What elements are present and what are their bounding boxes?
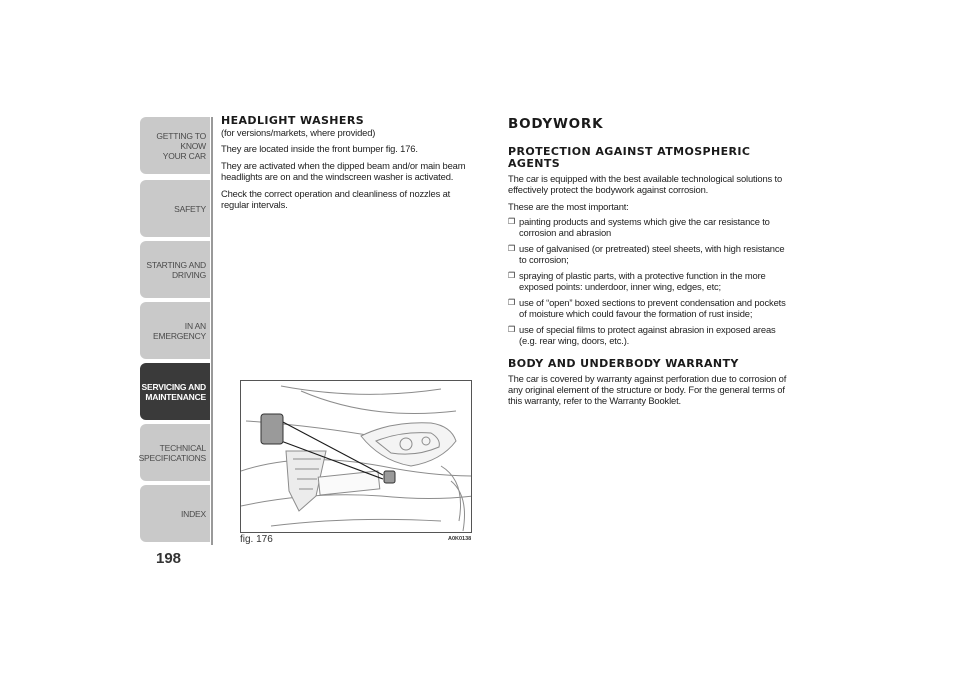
protection-list xyxy=(508,216,790,346)
checkbox-bullet-icon: ❒ xyxy=(508,244,516,253)
tab-starting-and-driving[interactable] xyxy=(140,241,210,298)
tab-label: SERVICING AND MAINTENANCE xyxy=(141,381,206,402)
tab-safety[interactable] xyxy=(140,180,210,237)
checkbox-bullet-icon: ❒ xyxy=(508,271,516,280)
list-item xyxy=(508,243,790,265)
tab-label: SAFETY xyxy=(174,203,206,214)
checkbox-bullet-icon: ❒ xyxy=(508,217,516,226)
paragraph: These are the most important: xyxy=(508,201,629,212)
checkbox-bullet-icon: ❒ xyxy=(508,298,516,307)
tab-index[interactable] xyxy=(140,485,210,542)
paragraph: They are located inside the front bumper fig. 176. xyxy=(221,143,418,154)
list-item-text: use of “open” boxed sections to prevent condensation and pockets of moisture which could favour the formation of rust inside; xyxy=(519,297,786,319)
figure-headlight-washer xyxy=(240,380,472,533)
checkbox-bullet-icon: ❒ xyxy=(508,325,516,334)
list-item xyxy=(508,270,790,292)
paragraph: Check the correct operation and cleanliness of nozzles at regular intervals. xyxy=(221,188,451,210)
figure-caption: fig. 176 xyxy=(240,534,273,545)
section-heading: HEADLIGHT WASHERS xyxy=(221,114,365,127)
tab-getting-to-know-your-car[interactable] xyxy=(140,117,210,174)
washer-nozzle-zoom xyxy=(261,414,283,444)
tab-label: TECHNICAL SPECIFICATIONS xyxy=(138,442,206,463)
section-heading: BODY AND UNDERBODY WARRANTY xyxy=(508,357,739,370)
washer-nozzle xyxy=(384,471,395,483)
section-heading: PROTECTION AGAINST ATMOSPHERIC AGENTS xyxy=(508,145,751,170)
chapter-title: BODYWORK xyxy=(508,116,604,132)
paragraph: The car is equipped with the best available technological solutions to effectively protect the bodywork against corrosion. xyxy=(508,173,783,195)
tab-divider xyxy=(211,117,213,545)
figure-code: A0K0138 xyxy=(448,536,472,542)
tab-servicing-and-maintenance[interactable] xyxy=(140,363,210,420)
list-item xyxy=(508,216,790,238)
list-item-text: use of galvanised (or pretreated) steel sheets, with high resistance to corrosion; xyxy=(519,243,785,265)
tab-label: IN AN EMERGENCY xyxy=(153,320,206,341)
availability-note: (for versions/markets, where provided) xyxy=(221,127,376,138)
page-number: 198 xyxy=(156,550,182,567)
list-item-text: use of special films to protect against abrasion in exposed areas (e.g. rear wing, doors, etc.). xyxy=(519,324,776,346)
paragraph: The car is covered by warranty against perforation due to corrosion of any original element of the structure or body. For the general terms of this warranty, refer to the Warranty Booklet. xyxy=(508,373,787,406)
paragraph: They are activated when the dipped beam and/or main beam headlights are on and the windscreen washer is activated. xyxy=(221,160,466,182)
list-item xyxy=(508,297,790,319)
tab-in-an-emergency[interactable] xyxy=(140,302,210,359)
tab-label: INDEX xyxy=(181,508,206,519)
tab-label: GETTING TO KNOW YOUR CAR xyxy=(156,130,206,161)
bodywork-section xyxy=(508,116,790,412)
tab-technical-specifications[interactable] xyxy=(140,424,210,481)
car-front-illustration xyxy=(241,381,472,533)
headlight-washers-section xyxy=(221,115,476,216)
tab-label: STARTING AND DRIVING xyxy=(146,259,206,280)
list-item xyxy=(508,324,790,346)
list-item-text: painting products and systems which give the car resistance to corrosion and abrasion xyxy=(519,216,770,238)
list-item-text: spraying of plastic parts, with a protective function in the more exposed points: underdoor, inner wing, edges, etc; xyxy=(519,270,766,292)
